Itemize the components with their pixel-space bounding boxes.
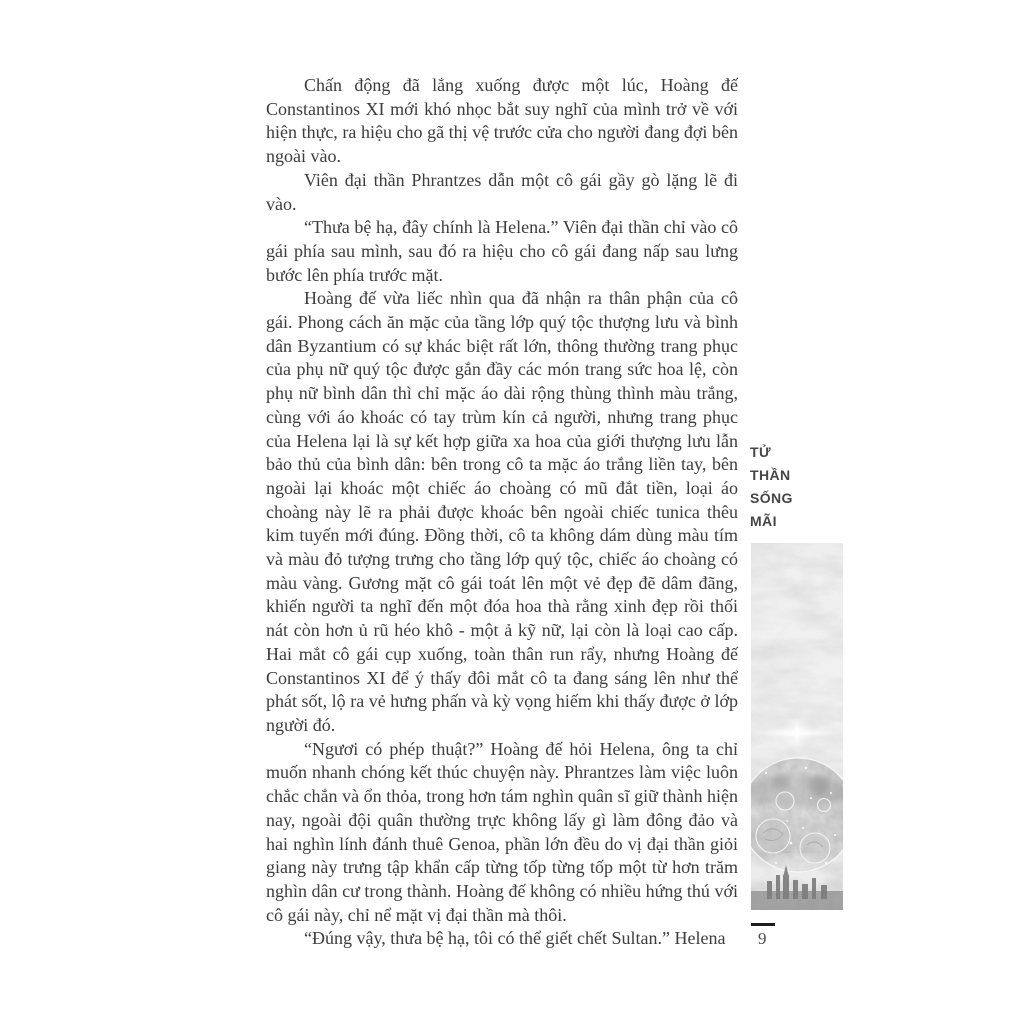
cover-art-image [751,543,843,910]
book-title-line: THẦN [750,467,791,483]
paragraph: Chấn động đã lắng xuống được một lúc, Hoàng đế Constantinos XI mới khó nhọc bắt suy nghĩ của mình trở về với hiện thực, ra hiệu cho gã thị vệ trước cửa cho người đang đợi bên ngoài vào. [266,75,738,167]
paragraph: Viên đại thần Phrantzes dẫn một cô gái gầy gò lặng lẽ đi vào. [266,169,738,214]
book-title-line: TỬ [750,444,771,460]
paragraph: “Thưa bệ hạ, đây chính là Helena.” Viên đại thần chỉ vào cô gái phía sau mình, sau đó ra hiệu cho cô gái đang nấp sau lưng bước lên phía trước mặt. [266,217,738,285]
page-number: 9 [758,929,767,948]
paragraph: Hoàng đế vừa liếc nhìn qua đã nhận ra thân phận của cô gái. Phong cách ăn mặc của tầng lớp quý tộc thượng lưu và bình dân Byzantium có sự khác biệt rất lớn, thông thường trang phục của phụ nữ quý tộc được gắn đầy các món trang sức hoa lệ, còn phụ nữ bình dân thì chỉ mặc áo dài rộng thùng thình màu trắng, cùng với áo khoác có tay trùm kín cả người, nhưng trang phục của Helena lại là sự kết hợp giữa xa hoa của giới thượng lưu lẫn bảo thủ của bình dân: bên trong cô ta mặc áo trắng liền tay, bên ngoài lại khoác một chiếc áo choàng có mũ đắt tiền, loại áo choàng này lẽ ra phải được khoác bên ngoài chiếc tunica thêu kim tuyến mới đúng. Đồng thời, cô ta không dám dùng màu tím và màu đỏ tượng trưng cho tầng lớp quý tộc, chiếc áo choàng có màu vàng. Gương mặt cô gái toát lên một vẻ đẹp đẽ dâm đãng, khiến người ta nghĩ đến một đóa hoa thà rằng xinh đẹp rồi thối nát còn hơn ủ rũ héo khô - một ả kỹ nữ, lại còn là loại cao cấp. Hai mắt cô gái cụp xuống, toàn thân run rẩy, nhưng Hoàng đế Constantinos XI để ý thấy đôi mắt cô ta đang sáng lên như thể phát sốt, lộ ra vẻ hưng phấn và kỳ vọng hiếm khi thấy được ở lớp người đó. [266,288,738,735]
book-title-sidebar [750,441,793,533]
body-text [266,74,738,951]
book-title-line: MÃI [750,513,777,529]
paragraph: “Đúng vậy, thưa bệ hạ, tôi có thể giết chết Sultan.” Helena [304,928,726,949]
paragraph: “Ngươi có phép thuật?” Hoàng đế hỏi Helena, ông ta chỉ muốn nhanh chóng kết thúc chuyện này. Phrantzes làm việc luôn chắc chắn và ổn thỏa, trong hơn tám nghìn quân sĩ giữ thành hiện nay, ngoài đội quân thường trực không lấy gì làm đông đảo và hai nghìn lính đánh thuê Genoa, phần lớn đều do vị đại thần giỏi giang này trưng tập khẩn cấp từng tốp từng tốp một từ hơn trăm nghìn dân cư trong thành. Hoàng đế không có nhiều hứng thú với cô gái này, chỉ nể mặt vị đại thần mà thôi. [266,738,738,925]
footer-rule [751,923,775,926]
book-title-line: SỐNG [750,490,793,506]
